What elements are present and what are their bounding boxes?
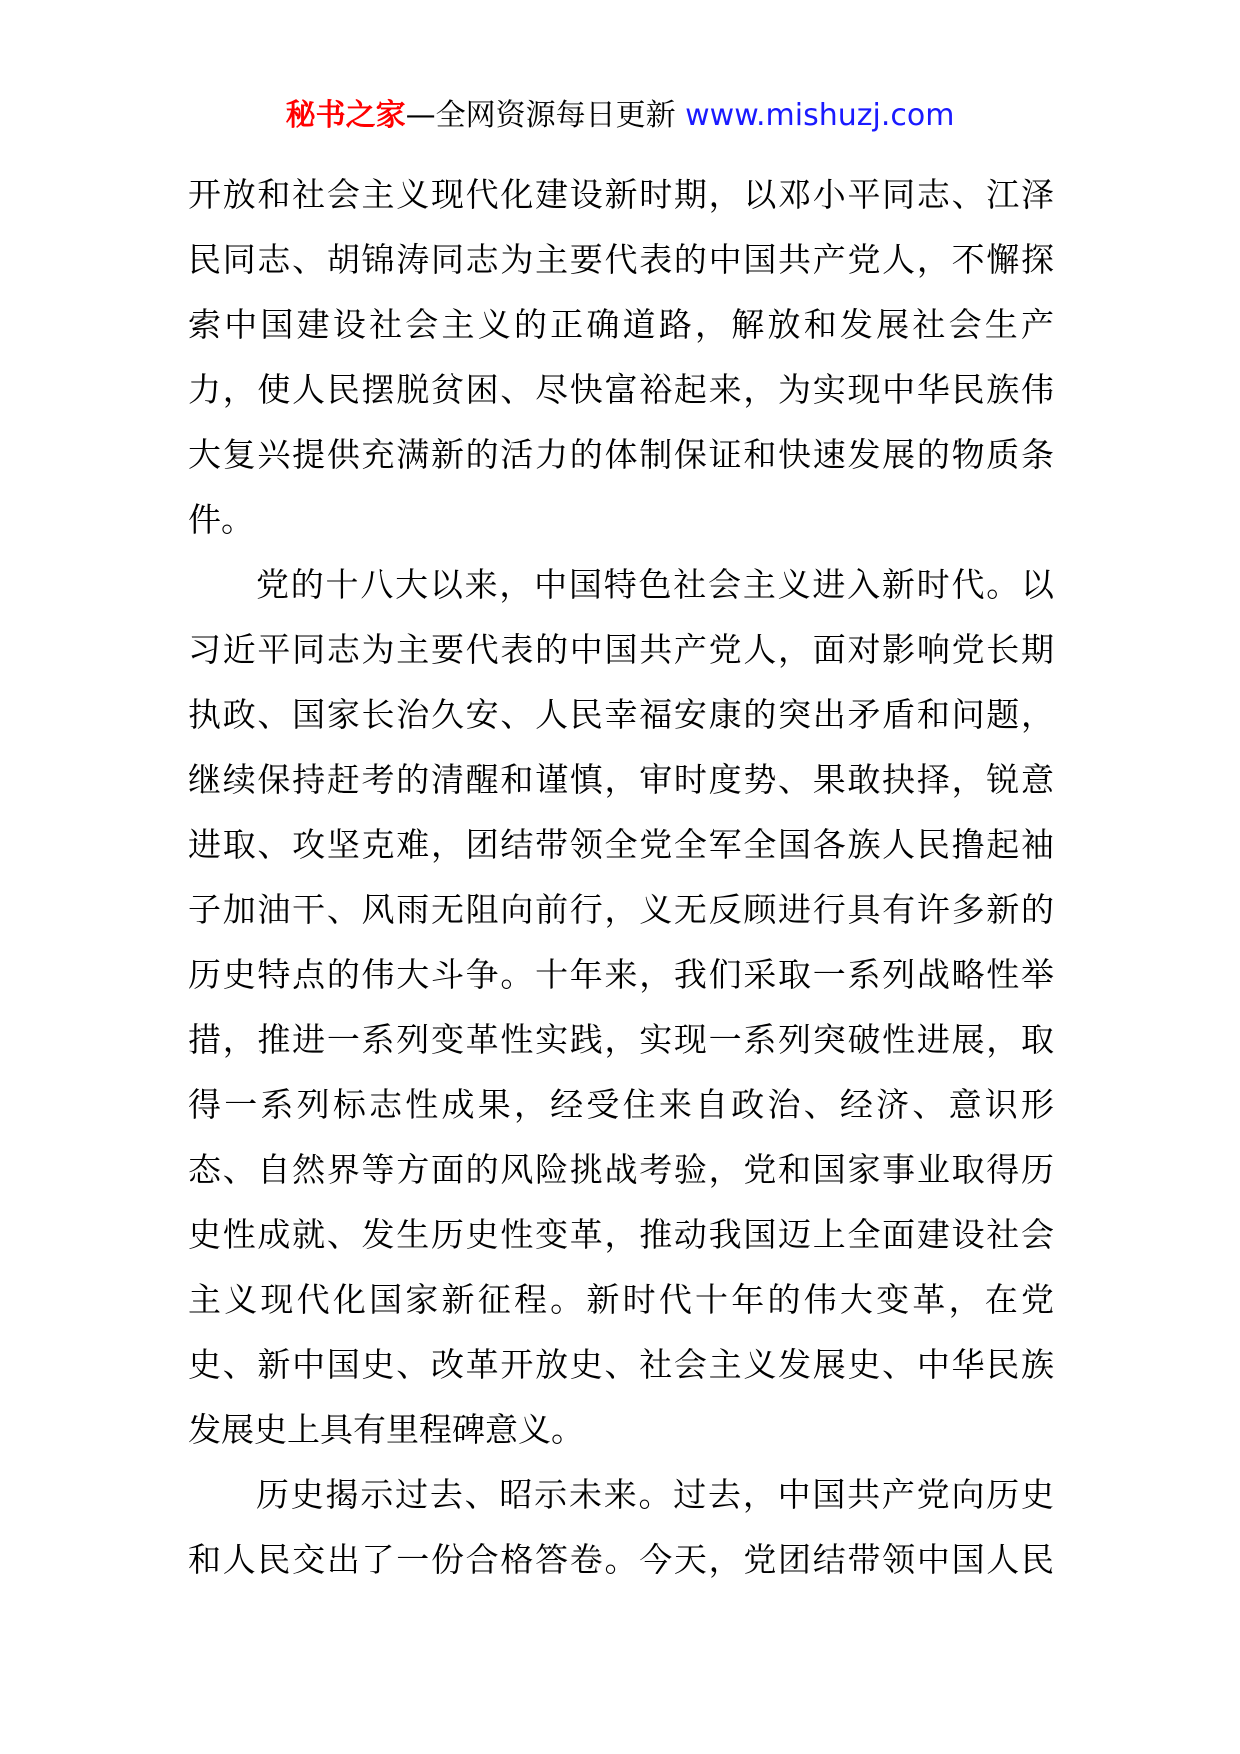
- text-line: 民同志、胡锦涛同志为主要代表的中国共产党人，不懈探: [188, 240, 1054, 279]
- header-tagline: —全网资源每日更新: [405, 98, 686, 133]
- text-line: 继续保持赶考的清醒和谨慎，审时度势、果敢抉择，锐意: [188, 760, 1054, 799]
- text-line: 子加油干、风雨无阻向前行，义无反顾进行具有许多新的: [188, 890, 1054, 929]
- text-line: 件。: [188, 500, 254, 539]
- text-line: 发展史上具有里程碑意义。: [188, 1410, 584, 1449]
- text-line: 史性成就、发生历史性变革，推动我国迈上全面建设社会: [188, 1215, 1054, 1254]
- paragraph: [188, 162, 1054, 552]
- page-header: [0, 96, 1240, 136]
- text-line: 史、新中国史、改革开放史、社会主义发展史、中华民族: [188, 1345, 1054, 1384]
- text-line: 力，使人民摆脱贫困、尽快富裕起来，为实现中华民族伟: [188, 370, 1054, 409]
- website-link[interactable]: www.mishuzj.com: [685, 98, 955, 133]
- paragraph: [188, 552, 1054, 1462]
- paragraph: [188, 1462, 1054, 1592]
- text-line: 历史揭示过去、昭示未来。过去，中国共产党向历史: [256, 1475, 1054, 1514]
- text-line: 习近平同志为主要代表的中国共产党人，面对影响党长期: [188, 630, 1054, 669]
- text-line: 和人民交出了一份合格答卷。今天，党团结带领中国人民: [188, 1540, 1054, 1579]
- text-line: 态、自然界等方面的风险挑战考验，党和国家事业取得历: [188, 1150, 1054, 1189]
- brand-name: 秘书之家: [285, 98, 406, 133]
- text-line: 主义现代化国家新征程。新时代十年的伟大变革，在党: [188, 1280, 1054, 1319]
- text-line: 党的十八大以来，中国特色社会主义进入新时代。以: [256, 565, 1054, 604]
- text-line: 开放和社会主义现代化建设新时期，以邓小平同志、江泽: [188, 175, 1054, 214]
- text-line: 历史特点的伟大斗争。十年来，我们采取一系列战略性举: [188, 955, 1054, 994]
- text-line: 大复兴提供充满新的活力的体制保证和快速发展的物质条: [188, 435, 1054, 474]
- text-line: 执政、国家长治久安、人民幸福安康的突出矛盾和问题，: [188, 695, 1054, 734]
- text-line: 得一系列标志性成果，经受住来自政治、经济、意识形: [188, 1085, 1054, 1124]
- text-line: 索中国建设社会主义的正确道路，解放和发展社会生产: [188, 305, 1054, 344]
- document-body: [188, 162, 1054, 1592]
- text-line: 措，推进一系列变革性实践，实现一系列突破性进展，取: [188, 1020, 1054, 1059]
- text-line: 进取、攻坚克难，团结带领全党全军全国各族人民撸起袖: [188, 825, 1054, 864]
